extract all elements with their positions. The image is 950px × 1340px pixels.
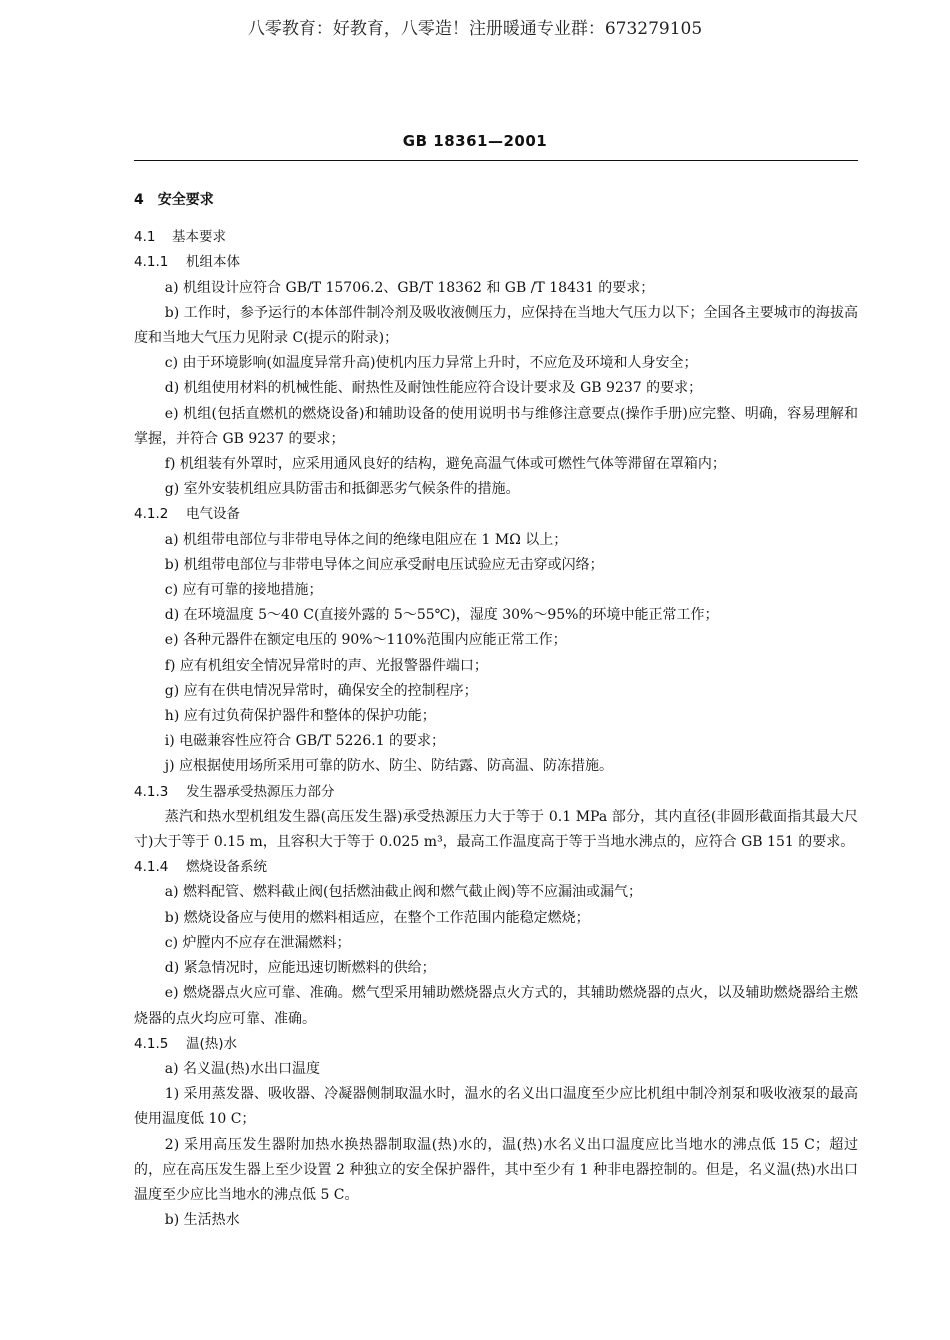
section-4-1-5-heading: 4.1.5 温(热)水 xyxy=(134,1035,238,1052)
list-item: e) 机组(包括直燃机的燃烧设备)和辅助设备的使用说明书与维修注意要点(操作手册)应完整、明确，容易理解和掌握，并符合 GB 9237 的要求； xyxy=(134,405,858,447)
section-4-1-heading: 4.1 基本要求 xyxy=(134,229,226,246)
document-body xyxy=(134,188,858,1233)
section-4-1-4-heading: 4.1.4 燃烧设备系统 xyxy=(134,859,267,876)
section-4-title: 4 安全要求 xyxy=(134,192,214,208)
section-4-1-2-heading: 4.1.2 电气设备 xyxy=(134,506,240,523)
list-item: b) 机组带电部位与非带电导体之间应承受耐电压试验应无击穿或闪络； xyxy=(164,556,604,573)
list-item: a) 机组带电部位与非带电导体之间的绝缘电阻应在 1 MΩ 以上； xyxy=(164,531,568,548)
list-item: a) 燃料配管、燃料截止阀(包括燃油截止阀和燃气截止阀)等不应漏油或漏气； xyxy=(164,884,642,901)
list-item: d) 在环境温度 5～40 C(直接外露的 5～55℃)，湿度 30%～95%的环境中能正常工作； xyxy=(164,607,719,624)
list-item: c) 应有可靠的接地措施； xyxy=(164,582,323,599)
section-4-1-1-heading: 4.1.1 机组本体 xyxy=(134,254,240,271)
header-rule xyxy=(134,160,858,161)
list-item: b) 生活热水 xyxy=(164,1212,240,1229)
section-4-1-3-heading: 4.1.3 发生器承受热源压力部分 xyxy=(134,783,335,800)
list-item: j) 应根据使用场所采用可靠的防水、防尘、防结露、防高温、防冻措施。 xyxy=(164,758,614,775)
standard-header: GB 18361—2001 xyxy=(402,132,548,150)
list-item: h) 应有过负荷保护器件和整体的保护功能； xyxy=(164,708,436,725)
list-item: a) 名义温(热)水出口温度 xyxy=(164,1060,320,1077)
list-item: e) 燃烧器点火应可靠、准确。燃气型采用辅助燃烧器点火方式的，其辅助燃烧器的点火，以及辅助燃烧器给主燃烧器的点火均应可靠、准确。 xyxy=(134,985,858,1027)
watermark-text: 八零教育：好教育，八零造！注册暖通专业群：673279105 xyxy=(247,19,703,39)
list-item: d) 机组使用材料的机械性能、耐热性及耐蚀性能应符合设计要求及 GB 9237 的要求； xyxy=(164,380,703,397)
list-item: d) 紧急情况时，应能迅速切断燃料的供给； xyxy=(164,960,436,977)
list-item: e) 各种元器件在额定电压的 90%～110%范围内应能正常工作； xyxy=(164,632,567,649)
list-item: b) 工作时，参予运行的本体部件制冷剂及吸收液侧压力，应保持在当地大气压力以下；全国各主要城市的海拔高度和当地大气压力见附录 C(提示的附录)； xyxy=(134,304,858,347)
section-4-1-3-text: 蒸汽和热水型机组发生器(高压发生器)承受热源压力大于等于 0.1 MPa 部分，其内直径(非圆形截面指其最大尺寸)大于等于 0.15 m，且容积大于等于 0.025 m³，最高工作温度高于等于当地水沸点的，应符合 GB 151 的要求。 xyxy=(134,808,858,851)
list-item: f) 应有机组安全情况异常时的声、光报警器件端口； xyxy=(164,657,488,674)
list-item: c) 由于环境影响(如温度异常升高)使机内压力异常上升时，不应危及环境和人身安全； xyxy=(164,355,698,372)
list-item: c) 炉膛内不应存在泄漏燃料； xyxy=(164,934,351,951)
list-item: g) 应有在供电情况异常时，确保安全的控制程序； xyxy=(164,682,478,699)
list-item: f) 机组装有外罩时，应采用通风良好的结构，避免高温气体或可燃性气体等滞留在罩箱内； xyxy=(164,456,726,473)
list-item: a) 机组设计应符合 GB/T 15706.2、GB/T 18362 和 GB /T 18431 的要求； xyxy=(164,279,655,296)
list-item: i) 电磁兼容性应符合 GB/T 5226.1 的要求； xyxy=(164,733,446,750)
list-item: b) 燃烧设备应与使用的燃料相适应，在整个工作范围内能稳定燃烧； xyxy=(164,909,590,926)
list-item: g) 室外安装机组应具防雷击和抵御恶劣气候条件的措施。 xyxy=(164,481,520,498)
list-item: 1) 采用蒸发器、吸收器、冷凝器侧制取温水时，温水的名义出口温度至少应比机组中制冷剂泵和吸收液泵的最高使用温度低 10 C； xyxy=(134,1086,858,1128)
list-item: 2) 采用高压发生器附加热水换热器制取温(热)水的，温(热)水名义出口温度应比当地水的沸点低 15 C；超过的，应在高压发生器上至少设置 2 种独立的安全保护器件，其中至少有 1 种非电器控制的。但是，名义温(热)水出口温度至少应比当地水的沸点低 5 C。 xyxy=(134,1136,858,1203)
